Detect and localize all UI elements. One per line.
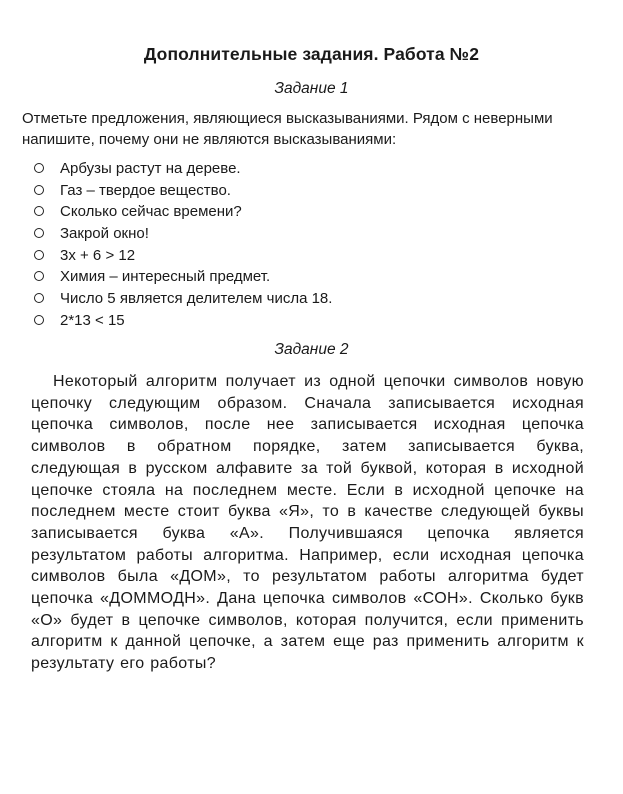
statement-item (22, 223, 582, 245)
circle-bullet-icon (34, 315, 44, 325)
task1-heading: Задание 1 (274, 80, 349, 97)
circle-bullet-icon (34, 250, 44, 260)
statement-text: Газ – твердое вещество. (60, 181, 231, 199)
statement-text: 2*13 < 15 (60, 311, 125, 329)
task2-heading: Задание 2 (274, 341, 349, 358)
circle-bullet-icon (34, 228, 44, 238)
statement-item (22, 158, 582, 180)
statement-text: Закрой окно! (60, 225, 149, 243)
page-title: Дополнительные задания. Работа №2 (143, 44, 480, 64)
statement-text: 3х + 6 > 12 (60, 246, 136, 264)
statement-text: Химия – интересный предмет. (60, 268, 271, 286)
statement-text: Арбузы растут на дереве. (60, 160, 241, 177)
statement-text: Сколько сейчас времени? (60, 203, 242, 221)
statement-item (22, 245, 582, 267)
statement-item (22, 266, 582, 288)
circle-bullet-icon (34, 185, 44, 195)
statement-item (22, 180, 582, 202)
statement-item (22, 288, 582, 310)
statement-item (22, 201, 582, 223)
circle-bullet-icon (34, 206, 44, 216)
circle-bullet-icon (34, 163, 44, 173)
statement-list (22, 158, 582, 332)
circle-bullet-icon (34, 271, 44, 281)
statement-item (22, 310, 582, 332)
statement-text: Число 5 является делителем числа 18. (60, 290, 333, 308)
circle-bullet-icon (34, 293, 44, 303)
task1-intro: Отметьте предложения, являющиеся высказываниями. Рядом с неверными напишите, почему они не являются высказываниями: (22, 110, 553, 148)
task2-paragraph: Некоторый алгоритм получает из одной цепочки символов новую цепочку следующим образом. Сначала записывается исходная цепочка символов, после нее записывается исходная цепочка символов в обратном порядке, затем записывается буква, следующая в русском алфавите за той буквой, которая в исходной цепочке стояла на последнем месте. Если в исходной цепочке на последнем месте стоит буква «Я», то в качестве следующей буквы записывается буква «А». Получившаяся цепочка является результатом работы алгоритма. Например, если исходная цепочка символов была «ДОМ», то результатом работы алгоритма будет цепочка «ДОММОДН». Дана цепочка символов «СОН». Сколько букв «О» будет в цепочке символов, которая получится, если применить алгоритм к данной цепочке, а затем еще раз применить алгоритм к результату его работы? (31, 373, 584, 673)
